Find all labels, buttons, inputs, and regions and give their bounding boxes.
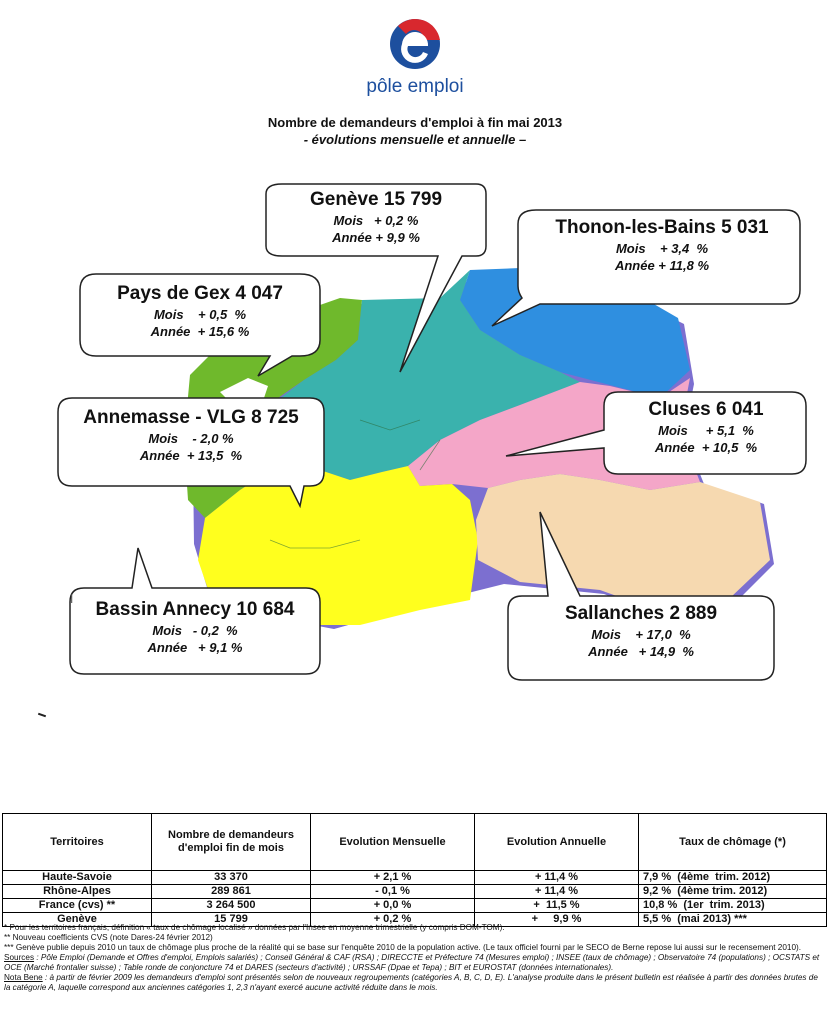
nota-bene-label: Nota Bene — [4, 973, 43, 982]
cell-taux: 7,9 % (4ème trim. 2012) — [639, 871, 827, 885]
cell-territoire: Rhône-Alpes — [3, 885, 152, 899]
callout-pays-de-gex-annee: Année + 15,6 % — [150, 324, 250, 339]
callout-annemasse-name: Annemasse - VLG 8 725 — [83, 407, 299, 428]
cell-taux: 10,8 % (1er trim. 2013) — [639, 899, 827, 913]
sources-text: : Pôle Emploi (Demande et Offres d'emploi, Emplois salariés) ; Conseil Général & CAF (RSA) ; DIRECCTE et Préfecture 74 (Mesures emploi) ; INSEE (taux de chômage) ; Observatoire 74 (populations) ; OCSTATS et OCE (Marché frontalier suisse) ; Table ronde de conjoncture 74 et DARES (secteurs d'activité) ; URSSAF (Dpae et Tepa) ; BIT et EUROSTAT (données internationales). — [4, 953, 820, 972]
table-row — [3, 885, 827, 899]
cell-taux: 5,5 % (mai 2013) *** — [639, 913, 827, 927]
callout-sallanches-annee: Année + 14,9 % — [588, 644, 694, 659]
callout-cluses-name: Cluses 6 041 — [648, 399, 764, 420]
table-row — [3, 871, 827, 885]
footnote-3: *** Genève publie depuis 2010 un taux de chômage plus proche de la réalité qui se base sur l'enquête 2010 de la population active. (Le taux officiel fourni par le SECO de Berne repose lui aussi sur le recensement 2010). — [4, 943, 802, 952]
callout-thonon-annee: Année + 11,8 % — [614, 258, 710, 273]
cell-mensuelle: + 0,0 % — [311, 899, 475, 913]
callout-annemasse-mois: Mois - 2,0 % — [148, 431, 234, 446]
callout-annecy-name: Bassin Annecy 10 684 — [95, 599, 295, 620]
pole-emploi-logo — [340, 16, 490, 106]
footnotes — [4, 923, 824, 993]
cell-demandeurs: 33 370 — [152, 871, 311, 885]
cell-mensuelle: + 2,1 % — [311, 871, 475, 885]
cell-mensuelle: + 0,2 % — [311, 913, 475, 927]
footnote-2: ** Nouveau coefficients CVS (note Dares-24 février 2012) — [4, 933, 213, 942]
footnote-1: * Pour les territoires français, définition « taux de chômage localisé » données par l'Insee en moyenne trimestrielle (y compris DOM-TOM). — [4, 923, 505, 932]
cell-annuelle: + 11,4 % — [475, 871, 639, 885]
callout-annemasse-annee: Année + 13,5 % — [139, 448, 243, 463]
cell-annuelle: + 11,4 % — [475, 885, 639, 899]
logo-text-emploi: emploi — [407, 76, 464, 97]
callout-geneve-mois: Mois + 0,2 % — [333, 213, 419, 228]
title-main: Nombre de demandeurs d'emploi à fin mai 2013 — [267, 115, 563, 130]
footnote-sources — [4, 953, 824, 973]
callout-pays-de-gex-name: Pays de Gex 4 047 — [117, 283, 283, 304]
cell-territoire: Genève — [3, 913, 152, 927]
logo-globe-icon — [340, 16, 490, 78]
page-title — [150, 114, 680, 148]
title-sub: - évolutions mensuelle et annuelle – — [303, 132, 527, 147]
callout-annecy-annee: Année + 9,1 % — [147, 640, 243, 655]
callout-sallanches — [516, 602, 766, 660]
callout-thonon-mois: Mois + 3,4 % — [615, 241, 709, 256]
cell-mensuelle: - 0,1 % — [311, 885, 475, 899]
callout-thonon — [530, 216, 794, 274]
nota-bene-text: : à partir de février 2009 les demandeurs d'emploi sont présentés selon de nouveaux regroupements (catégories A, B, C, D, E). L'analyse produite dans le présent bulletin est réalisée à partir des données brutes de la catégorie A, laquelle correspond aux anciennes catégories 1, 2,3 n'ayant exercé aucune activité réduite dans le mois. — [4, 973, 818, 992]
header-evolution-mensuelle: Evolution Mensuelle — [311, 814, 475, 871]
stray-mark: I — [70, 592, 74, 606]
region-sallanches — [476, 474, 770, 608]
callout-geneve-name: Genève 15 799 — [309, 189, 443, 210]
callout-cluses — [612, 398, 800, 456]
cell-demandeurs: 289 861 — [152, 885, 311, 899]
cell-demandeurs: 3 264 500 — [152, 899, 311, 913]
cell-territoire: France (cvs) ** — [3, 899, 152, 913]
callout-annecy-mois: Mois - 0,2 % — [152, 623, 238, 638]
table-header-row — [3, 814, 827, 871]
cell-annuelle: + 11,5 % — [475, 899, 639, 913]
header-territoires: Territoires — [3, 814, 152, 871]
callout-pays-de-gex-mois: Mois + 0,5 % — [153, 307, 247, 322]
footnote-nota-bene — [4, 973, 824, 993]
callout-pays-de-gex — [86, 282, 314, 340]
cell-taux: 9,2 % (4ème trim. 2012) — [639, 885, 827, 899]
callout-thonon-name: Thonon-les-Bains 5 031 — [555, 217, 769, 238]
cell-annuelle: + 9,9 % — [475, 913, 639, 927]
sources-label: Sources — [4, 953, 35, 962]
scan-tick-mark — [38, 713, 46, 718]
header-demandeurs: Nombre de demandeurs d'emploi fin de mois — [152, 814, 311, 871]
callout-annemasse — [64, 406, 318, 464]
callout-cluses-mois: Mois + 5,1 % — [658, 423, 754, 438]
callout-cluses-annee: Année + 10,5 % — [654, 440, 758, 455]
callout-geneve — [270, 188, 482, 246]
callout-sallanches-mois: Mois + 17,0 % — [591, 627, 691, 642]
header-evolution-annuelle: Evolution Annuelle — [475, 814, 639, 871]
cell-demandeurs: 15 799 — [152, 913, 311, 927]
header-taux-chomage: Taux de chômage (*) — [639, 814, 827, 871]
unemployment-table — [2, 813, 827, 927]
callout-sallanches-name: Sallanches 2 889 — [564, 603, 718, 624]
callout-annecy — [76, 598, 314, 656]
callout-geneve-annee: Année + 9,9 % — [332, 230, 420, 245]
table-row — [3, 899, 827, 913]
logo-text-pole: pôle — [366, 76, 408, 97]
cell-territoire: Haute-Savoie — [3, 871, 152, 885]
logo-wordmark — [340, 76, 490, 98]
